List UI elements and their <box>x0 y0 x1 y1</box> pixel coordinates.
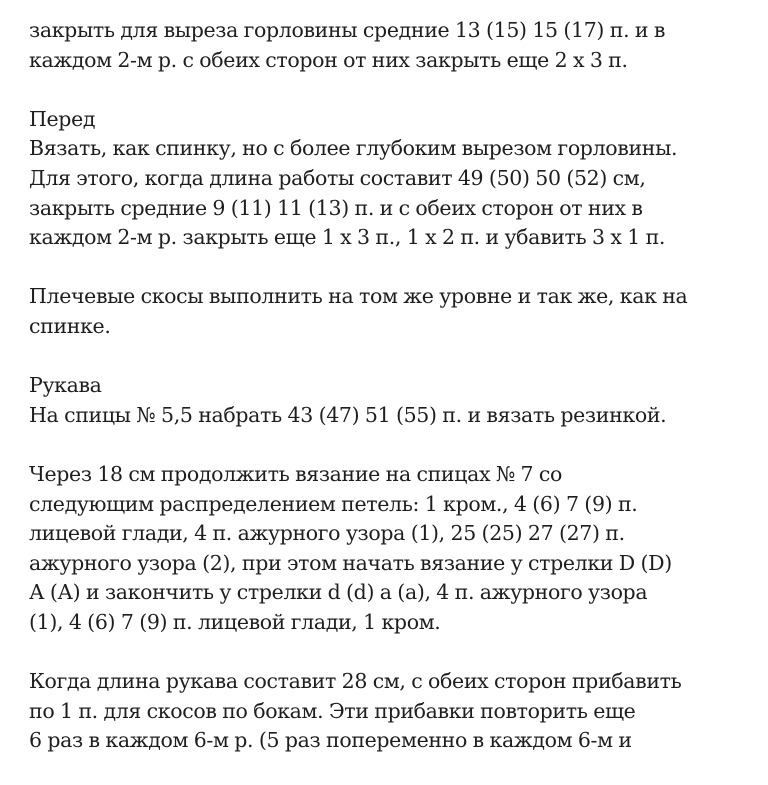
document-text <box>29 16 749 785</box>
text-line: А (А) и закончить у стрелки d (d) а (а), 4 п. ажурного узора <box>29 580 648 605</box>
text-line: 6 раз в каждом 6-м р. (5 раз попеременно в каждом 6-м и <box>29 728 632 753</box>
section-heading-sleeves: Рукава <box>29 373 102 398</box>
text-line: закрыть средние 9 (11) 11 (13) п. и с обеих сторон от них в <box>29 195 643 220</box>
text-line: (1), 4 (6) 7 (9) п. лицевой глади, 1 кром. <box>29 609 441 634</box>
text-line: Когда длина рукава составит 28 см, с обеих сторон прибавить <box>29 669 682 694</box>
text-line: лицевой глади, 4 п. ажурного узора (1), 25 (25) 27 (27) п. <box>29 521 625 546</box>
text-line: спинке. <box>29 313 111 338</box>
text-line: каждом 2-м р. закрыть еще 1 х 3 п., 1 х 2 п. и убавить 3 х 1 п. <box>29 225 666 250</box>
text-line: Вязать, как спинку, но с более глубоким вырезом горловины. <box>29 136 678 161</box>
paragraph-shoulders <box>29 282 749 341</box>
paragraph-front <box>29 105 749 253</box>
text-line: по 1 п. для скосов по бокам. Эти прибавки повторить еще <box>29 698 636 723</box>
paragraph-sleeves <box>29 371 749 430</box>
paragraph-back-neckline <box>29 16 749 75</box>
text-line: Плечевые скосы выполнить на том же уровне и так же, как на <box>29 284 688 309</box>
text-line: каждом 2-м р. с обеих сторон от них закрыть еще 2 х 3 п. <box>29 47 628 72</box>
paragraph-sleeve-increases <box>29 667 749 756</box>
text-line: На спицы № 5,5 набрать 43 (47) 51 (55) п. и вязать резинкой. <box>29 402 667 427</box>
section-heading-front: Перед <box>29 106 96 131</box>
text-line: Через 18 см продолжить вязание на спицах № 7 со <box>29 461 563 486</box>
text-line: Для этого, когда длина работы составит 49 (50) 50 (52) см, <box>29 165 646 190</box>
paragraph-sleeve-pattern <box>29 460 749 638</box>
text-line: следующим распределением петель: 1 кром., 4 (6) 7 (9) п. <box>29 491 638 516</box>
text-line: закрыть для выреза горловины средние 13 (15) 15 (17) п. и в <box>29 18 666 42</box>
text-line: ажурного узора (2), при этом начать вязание у стрелки D (D) <box>29 550 672 575</box>
